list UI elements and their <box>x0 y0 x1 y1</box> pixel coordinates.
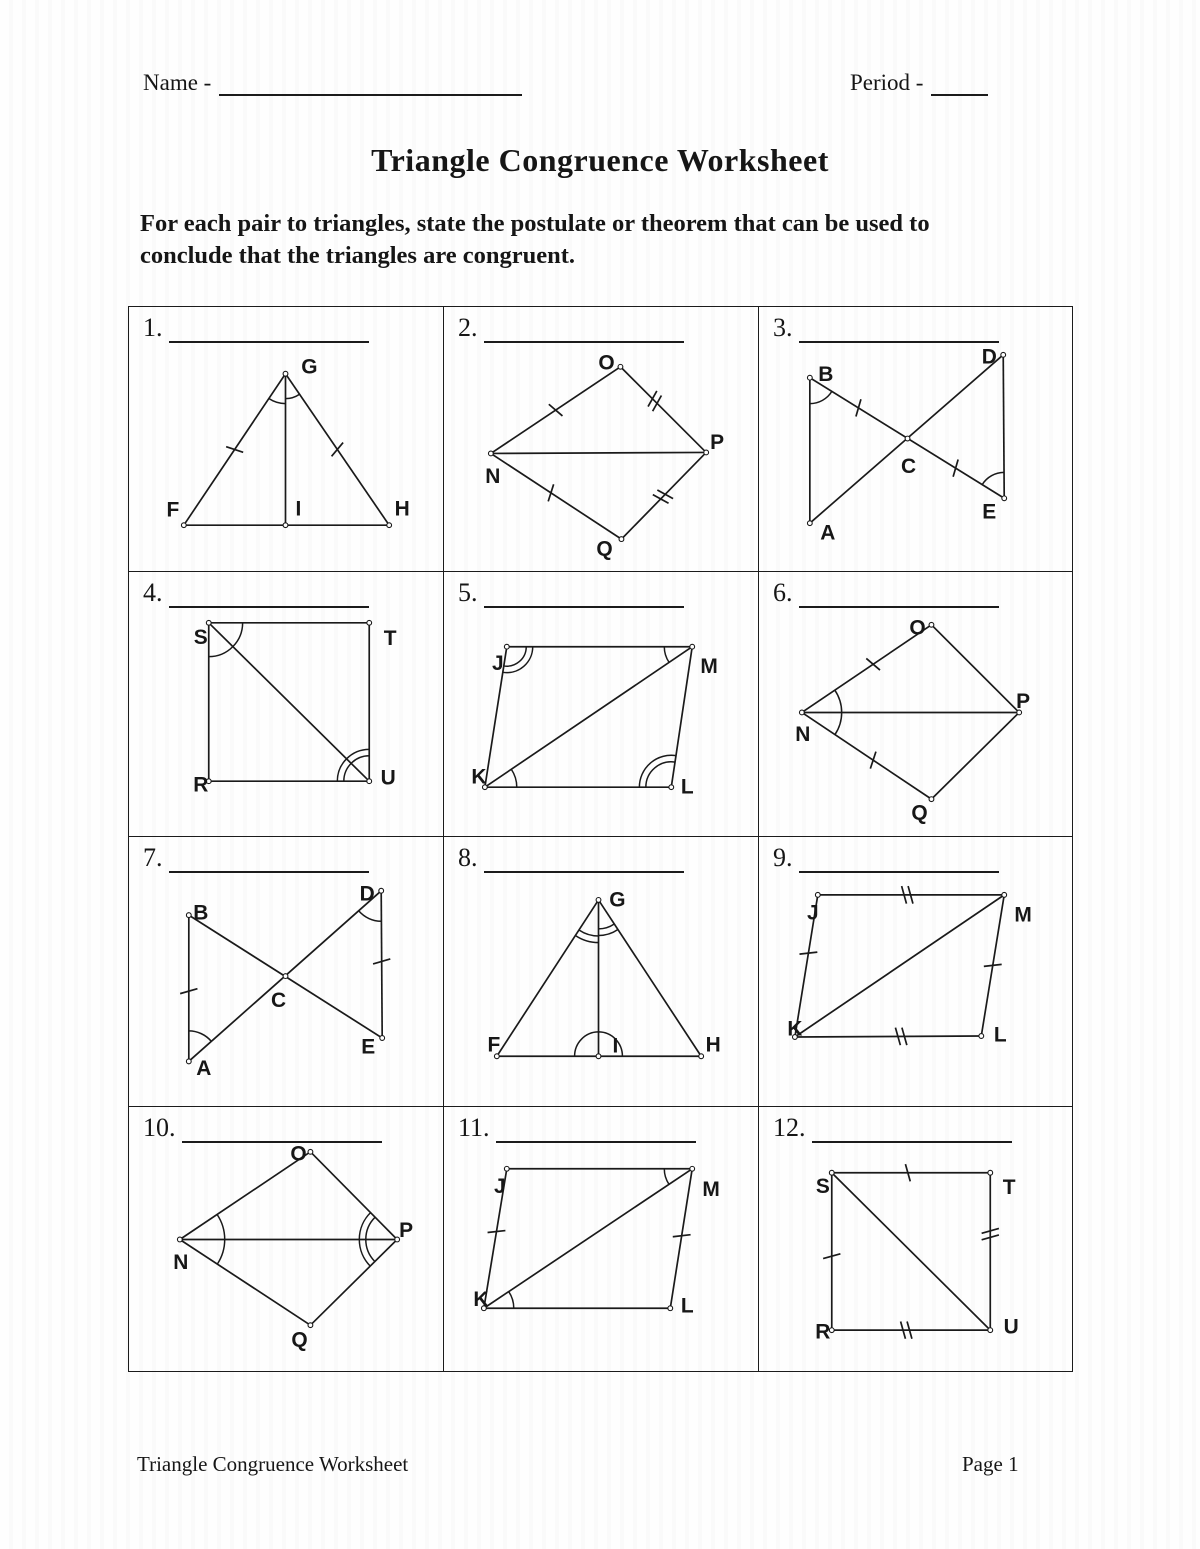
answer-blank <box>169 317 369 343</box>
vertex-label-J: J <box>492 652 504 676</box>
vertex-label-R: R <box>193 773 209 797</box>
vertex-label-T: T <box>383 627 397 651</box>
vertex-label-D: D <box>359 882 375 906</box>
angle-arc-B <box>810 391 832 403</box>
vertex-label-K: K <box>787 1017 803 1041</box>
vertex-dot-M <box>1002 892 1007 897</box>
problem-cell-8 <box>443 836 758 1106</box>
problem-number: 9. <box>773 843 793 872</box>
vertex-dot-F <box>181 523 186 528</box>
vertex-dot-A <box>186 1059 191 1064</box>
vertex-dot-G <box>283 371 288 376</box>
edge-ML <box>671 647 692 787</box>
vertex-label-M: M <box>700 655 718 679</box>
problem-cell-12 <box>758 1106 1073 1371</box>
footer-title: Triangle Congruence Worksheet <box>137 1452 409 1476</box>
edge-KM <box>485 647 692 787</box>
vertex-label-G: G <box>609 888 626 912</box>
vertex-label-E: E <box>361 1035 376 1059</box>
vertex-dot-J <box>504 1166 509 1171</box>
tick-mark <box>856 399 861 416</box>
problem-header <box>773 1113 1012 1143</box>
problem-header <box>143 578 369 608</box>
problem-number: 11. <box>458 1113 490 1142</box>
problem-header <box>143 313 369 343</box>
answer-blank <box>169 582 369 608</box>
vertex-dot-H <box>387 523 392 528</box>
vertex-label-U: U <box>380 766 396 790</box>
vertex-dot-B <box>186 913 191 918</box>
answer-blank <box>182 1117 382 1143</box>
figure-1 <box>129 307 443 571</box>
answer-blank <box>799 847 999 873</box>
figure-10 <box>129 1107 443 1371</box>
vertex-dot-S <box>829 1170 834 1175</box>
edge-NQ <box>802 712 932 799</box>
edge-SU <box>832 1173 990 1330</box>
angle-arc-L <box>646 762 675 787</box>
edge-NQ <box>491 453 622 539</box>
tick-mark <box>799 952 817 954</box>
vertex-dot-T <box>988 1170 993 1175</box>
vertex-label-O: O <box>909 616 926 640</box>
problem-header <box>458 578 684 608</box>
vertex-label-R: R <box>815 1320 831 1344</box>
problem-cell-4 <box>128 571 443 836</box>
angle-arc-M <box>664 647 669 663</box>
vertex-label-G: G <box>301 355 318 379</box>
name-blank-line <box>219 70 522 96</box>
answer-blank <box>169 847 369 873</box>
answer-blank <box>484 317 684 343</box>
vertex-label-D: D <box>981 345 997 369</box>
vertex-dot-J <box>504 644 509 649</box>
tick-mark <box>648 391 657 407</box>
angle-arc-G <box>269 399 286 404</box>
problem-cell-11 <box>443 1106 758 1371</box>
vertex-label-K: K <box>471 765 487 789</box>
problem-cell-2 <box>443 306 758 571</box>
edge-QP <box>931 712 1019 799</box>
vertex-label-N: N <box>173 1250 189 1274</box>
problem-header <box>143 1113 382 1143</box>
vertex-label-L: L <box>680 1294 694 1318</box>
name-field <box>143 70 522 96</box>
vertex-label-Q: Q <box>596 537 613 561</box>
problem-header <box>773 843 999 873</box>
vertex-dot-I <box>596 1054 601 1059</box>
edge-OP <box>620 367 706 453</box>
vertex-dot-C <box>283 974 288 979</box>
vertex-label-F: F <box>487 1033 501 1057</box>
problem-number: 2. <box>458 313 478 342</box>
vertex-label-N: N <box>485 464 501 488</box>
problem-cell-9 <box>758 836 1073 1106</box>
figure-11 <box>444 1107 758 1371</box>
problem-cell-1 <box>128 306 443 571</box>
vertex-label-O: O <box>598 351 615 375</box>
vertex-dot-G <box>596 897 601 902</box>
vertex-label-S: S <box>193 626 208 650</box>
vertex-dot-E <box>1002 496 1007 501</box>
vertex-dot-I <box>283 523 288 528</box>
tick-mark <box>548 484 553 501</box>
vertex-dot-O <box>929 622 934 627</box>
angle-arc-G <box>579 930 599 936</box>
problem-number: 4. <box>143 578 163 607</box>
vertex-dot-Q <box>929 797 934 802</box>
answer-blank <box>799 317 999 343</box>
edge-QP <box>621 452 706 539</box>
problem-number: 5. <box>458 578 478 607</box>
vertex-label-A: A <box>820 521 836 545</box>
vertex-label-M: M <box>1014 903 1032 927</box>
vertex-dot-M <box>690 644 695 649</box>
problem-number: 8. <box>458 843 478 872</box>
vertex-dot-M <box>690 1166 695 1171</box>
vertex-label-Q: Q <box>291 1328 308 1352</box>
angle-arc-M <box>664 1169 669 1185</box>
vertex-label-L: L <box>680 775 694 799</box>
figure-9 <box>759 837 1073 1106</box>
vertex-dot-L <box>979 1034 984 1039</box>
problem-header <box>143 843 369 873</box>
instructions <box>140 208 1090 273</box>
problem-header <box>773 578 999 608</box>
tick-mark <box>653 396 662 412</box>
problem-header <box>458 843 684 873</box>
angle-arc-K <box>511 769 516 787</box>
name-label: Name - <box>143 70 212 95</box>
tick-mark <box>953 460 958 477</box>
figure-2 <box>444 307 758 571</box>
vertex-dot-N <box>177 1237 182 1242</box>
angle-arc-E <box>982 472 1004 484</box>
answer-blank <box>799 582 999 608</box>
vertex-label-L: L <box>993 1023 1007 1047</box>
edge-DE <box>381 891 382 1038</box>
period-field <box>850 70 988 96</box>
vertex-label-H: H <box>394 497 410 521</box>
answer-blank <box>496 1117 696 1143</box>
answer-blank <box>484 847 684 873</box>
edge-GH <box>599 900 702 1056</box>
tick-mark <box>653 495 669 504</box>
vertex-dot-S <box>206 620 211 625</box>
footer-page-number: Page 1 <box>962 1452 1019 1476</box>
angle-arc-G <box>599 929 618 935</box>
vertex-dot-J <box>815 892 820 897</box>
vertex-dot-E <box>380 1036 385 1041</box>
problem-number: 7. <box>143 843 163 872</box>
vertex-label-C: C <box>270 988 287 1013</box>
tick-mark <box>657 490 673 499</box>
problem-cell-7 <box>128 836 443 1106</box>
vertex-label-S: S <box>815 1175 830 1199</box>
vertex-label-C: C <box>900 454 917 478</box>
tick-mark <box>488 1231 506 1233</box>
edge-ML <box>670 1169 692 1308</box>
edge-FG <box>497 900 599 1056</box>
problem-number: 12. <box>773 1113 806 1142</box>
problem-header <box>773 313 999 343</box>
vertex-label-M: M <box>702 1178 720 1202</box>
vertex-label-A: A <box>196 1056 212 1081</box>
vertex-dot-D <box>379 888 384 893</box>
edge-KL <box>795 1036 981 1037</box>
vertex-dot-Q <box>308 1323 313 1328</box>
angle-arc-I <box>599 1032 623 1056</box>
angle-arc-K <box>509 1292 514 1309</box>
vertex-label-K: K <box>473 1287 489 1311</box>
vertex-label-U: U <box>1003 1315 1019 1339</box>
vertex-dot-L <box>668 1306 673 1311</box>
vertex-dot-P <box>704 450 709 455</box>
vertex-label-E: E <box>982 500 997 524</box>
vertex-dot-A <box>807 521 812 526</box>
vertex-label-H: H <box>705 1033 721 1057</box>
angle-arc-G <box>286 394 300 398</box>
vertex-label-J: J <box>494 1175 506 1199</box>
problem-cell-5 <box>443 571 758 836</box>
vertex-label-P: P <box>710 430 725 454</box>
figure-8 <box>444 837 758 1106</box>
angle-arc-G <box>599 924 615 929</box>
problem-number: 3. <box>773 313 793 342</box>
problem-cell-6 <box>758 571 1073 836</box>
vertex-label-B: B <box>193 901 209 925</box>
problem-number: 6. <box>773 578 793 607</box>
figure-7 <box>129 837 443 1106</box>
tick-mark <box>673 1235 691 1237</box>
vertex-dot-O <box>618 364 623 369</box>
problem-number: 10. <box>143 1113 176 1142</box>
edge-KM <box>484 1169 692 1308</box>
edge-DE <box>1003 355 1004 498</box>
angle-arc-J <box>503 647 533 673</box>
vertex-dot-D <box>1001 352 1006 357</box>
vertex-dot-N <box>799 710 804 715</box>
vertex-label-J: J <box>807 901 819 925</box>
tick-mark <box>870 752 876 769</box>
angle-arc-L <box>639 755 676 787</box>
vertex-dot-N <box>488 451 493 456</box>
period-label: Period - <box>850 70 924 95</box>
problem-number: 1. <box>143 313 163 342</box>
angle-arc-A <box>189 1031 212 1041</box>
vertex-label-T: T <box>1002 1176 1016 1200</box>
vertex-dot-O <box>308 1149 313 1154</box>
vertex-dot-B <box>807 375 812 380</box>
instructions-line-2: conclude that the triangles are congruent. <box>140 242 576 270</box>
vertex-dot-U <box>988 1328 993 1333</box>
figure-6 <box>759 572 1073 836</box>
figure-5 <box>444 572 758 836</box>
vertex-dot-C <box>905 436 910 441</box>
figure-12 <box>759 1107 1073 1371</box>
problem-cell-10 <box>128 1106 443 1371</box>
figure-3 <box>759 307 1073 571</box>
answer-blank <box>812 1117 1012 1143</box>
angle-arc-I <box>575 1032 599 1056</box>
edge-KM <box>795 895 1004 1037</box>
vertex-dot-T <box>367 620 372 625</box>
page-title: Triangle Congruence Worksheet <box>371 142 829 178</box>
period-blank-line <box>931 70 988 96</box>
problem-header <box>458 313 684 343</box>
vertex-label-F: F <box>166 498 180 522</box>
vertex-label-B: B <box>818 363 834 387</box>
edge-OP <box>931 625 1019 713</box>
problems-grid <box>128 306 1073 1372</box>
edge-NQ <box>180 1239 311 1325</box>
edge-QP <box>310 1239 397 1325</box>
edge-OP <box>310 1152 397 1240</box>
tick-mark <box>984 964 1002 966</box>
vertex-dot-U <box>367 779 372 784</box>
vertex-dot-Q <box>619 537 624 542</box>
angle-arc-D <box>359 911 382 921</box>
problem-header <box>458 1113 696 1143</box>
problem-cell-3 <box>758 306 1073 571</box>
tick-mark <box>226 447 243 453</box>
vertex-dot-H <box>699 1054 704 1059</box>
vertex-label-P: P <box>1016 690 1031 714</box>
vertex-label-I: I <box>612 1034 619 1058</box>
vertex-label-N: N <box>795 722 811 746</box>
vertex-dot-L <box>669 785 674 790</box>
vertex-label-Q: Q <box>911 801 928 825</box>
figure-4 <box>129 572 443 836</box>
answer-blank <box>484 582 684 608</box>
vertex-label-P: P <box>399 1219 414 1243</box>
instructions-line-1: For each pair to triangles, state the postulate or theorem that can be used to <box>140 210 930 237</box>
edge-NP <box>491 452 706 453</box>
vertex-label-I: I <box>295 497 302 521</box>
vertex-label-O: O <box>290 1142 307 1166</box>
